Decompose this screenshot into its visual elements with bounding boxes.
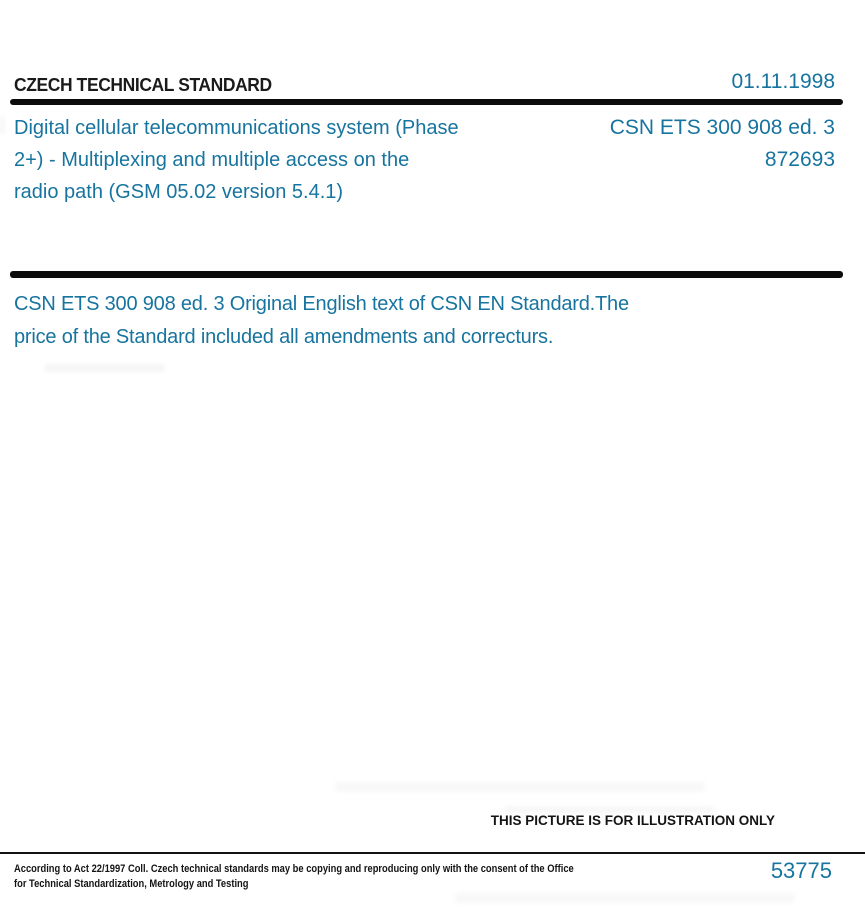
- footer-legal-line: for Technical Standardization, Metrology and Testing: [14, 877, 249, 890]
- faint-watermark-artifact: [335, 782, 705, 792]
- standard-title: [14, 112, 459, 208]
- standard-title-line: Digital cellular telecommunications system (Phase: [14, 117, 459, 139]
- footer-legal-notice: [14, 862, 574, 891]
- standard-reference: [610, 112, 835, 176]
- scan-edge-artifact: [0, 116, 4, 134]
- page-title: CZECH TECHNICAL STANDARD: [14, 75, 272, 95]
- description-line: price of the Standard included all amendments and correcturs.: [14, 326, 554, 348]
- description-line: CSN ETS 300 908 ed. 3 Original English text of CSN EN Standard.The: [14, 293, 629, 315]
- document-number: 53775: [770, 858, 832, 883]
- footer-divider-rule: [0, 852, 865, 854]
- header-divider-rule: [10, 99, 843, 105]
- illustration-only-note: THIS PICTURE IS FOR ILLUSTRATION ONLY: [490, 813, 775, 828]
- section-divider-rule: [10, 271, 843, 278]
- standard-designation: CSN ETS 300 908 ed. 3: [609, 116, 835, 139]
- catalog-number: 872693: [764, 148, 835, 171]
- footer-legal-line: According to Act 22/1997 Coll. Czech technical standards may be copying and reproducing only with the consent of the Office: [14, 863, 574, 875]
- standard-description: [14, 288, 629, 354]
- faint-watermark-artifact: [455, 893, 795, 903]
- faint-watermark-artifact: [505, 806, 715, 813]
- standard-title-line: radio path (GSM 05.02 version 5.4.1): [14, 181, 344, 203]
- standard-title-line: 2+) - Multiplexing and multiple access on the: [14, 149, 410, 171]
- issue-date: 01.11.1998: [731, 70, 835, 93]
- faint-watermark-artifact: [45, 364, 165, 372]
